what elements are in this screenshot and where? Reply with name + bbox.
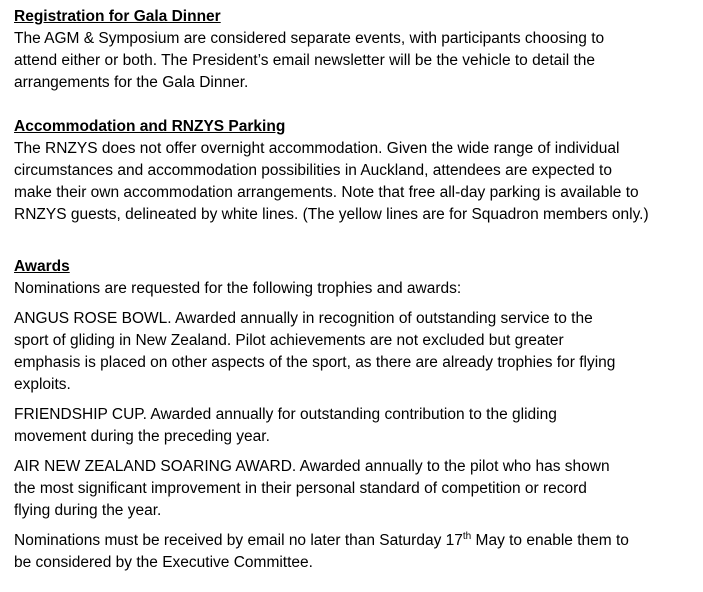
- closing-line-2: be considered by the Executive Committee.: [14, 554, 313, 571]
- gala-dinner-section: [14, 6, 698, 94]
- angus-line-2: sport of gliding in New Zealand. Pilot achievements are not excluded but greater: [14, 332, 564, 349]
- accommodation-line-1: The RNZYS does not offer overnight accommodation. Given the wide range of individual: [14, 140, 620, 157]
- accommodation-section: [14, 116, 698, 226]
- friendship-line-2: movement during the preceding year.: [14, 428, 270, 445]
- gala-line-3: arrangements for the Gala Dinner.: [14, 74, 249, 91]
- airnz-line-3: flying during the year.: [14, 502, 162, 519]
- nominations-deadline-paragraph: [14, 530, 698, 574]
- gala-line-2: attend either or both. The President’s email newsletter will be the vehicle to detail the: [14, 52, 596, 69]
- angus-line-4: exploits.: [14, 376, 71, 393]
- awards-heading: Awards: [14, 258, 70, 275]
- angus-line-1: ANGUS ROSE BOWL. Awarded annually in recognition of outstanding service to the: [14, 310, 593, 327]
- accommodation-line-3: make their own accommodation arrangements. Note that free all-day parking is available to: [14, 184, 639, 201]
- accommodation-line-2: circumstances and accommodation possibilities in Auckland, attendees are expected to: [14, 162, 612, 179]
- awards-intro: Nominations are requested for the following trophies and awards:: [14, 280, 462, 297]
- angus-line-3: emphasis is placed on other aspects of the sport, as there are already trophies for flying: [14, 354, 616, 371]
- accommodation-line-4: RNZYS guests, delineated by white lines. (The yellow lines are for Squadron members only.): [14, 206, 649, 223]
- angus-rose-bowl-paragraph: [14, 308, 698, 396]
- closing-text-part-2: May to enable them to: [471, 532, 629, 549]
- friendship-line-1: FRIENDSHIP CUP. Awarded annually for outstanding contribution to the gliding: [14, 406, 557, 423]
- air-nz-soaring-award-paragraph: [14, 456, 698, 522]
- closing-line-1: [14, 530, 698, 552]
- gala-line-1: The AGM & Symposium are considered separate events, with participants choosing to: [14, 30, 605, 47]
- accommodation-heading: Accommodation and RNZYS Parking: [14, 118, 286, 135]
- gala-dinner-heading: Registration for Gala Dinner: [14, 8, 221, 25]
- closing-ordinal-suffix: th: [462, 530, 472, 542]
- closing-text-part-1: Nominations must be received by email no later than Saturday 17: [14, 532, 463, 549]
- awards-section: [14, 256, 698, 574]
- airnz-line-2: the most significant improvement in their personal standard of competition or record: [14, 480, 587, 497]
- friendship-cup-paragraph: [14, 404, 698, 448]
- airnz-line-1: AIR NEW ZEALAND SOARING AWARD. Awarded annually to the pilot who has shown: [14, 458, 610, 475]
